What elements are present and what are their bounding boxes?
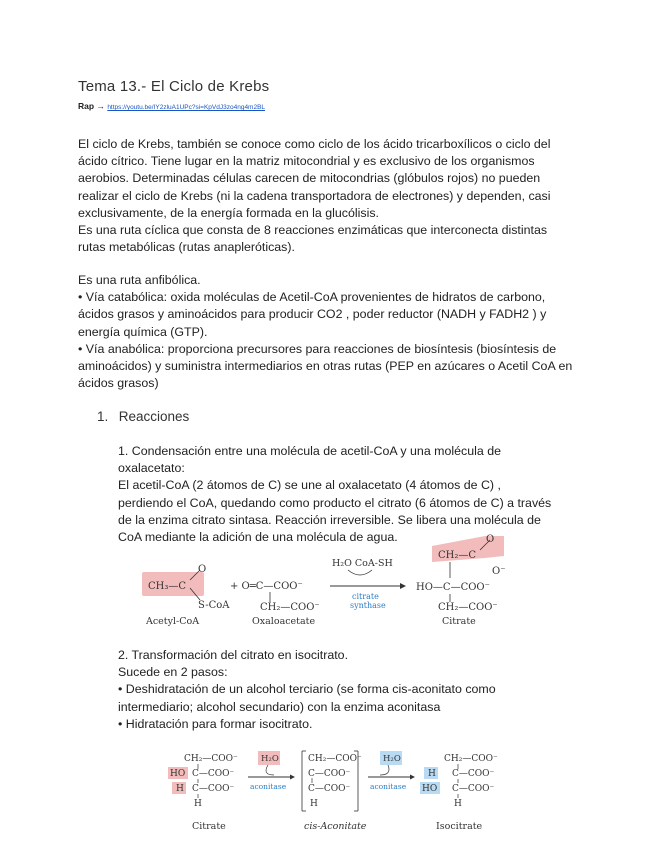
intro-paragraph: El ciclo de Krebs, también se conoce como ciclo de los ácido tricarboxílicos o ciclo del ácido cítrico. Tiene lugar en la matriz mitocondrial y es exclusivo de los organismos aerobios. Determinadas células carecen de mitocondrias (glóbulos rojos) no pueden realizar el ciclo de Krebs (ni la cadena transportadora de electrones) y dependen, casi exclusivamente, de la energía formada en la glucólisis. (78, 137, 551, 220)
svg-text:C—COO⁻: C—COO⁻ (192, 784, 235, 794)
citrate-label: Citrate (442, 616, 476, 627)
reaction2-text (118, 647, 558, 733)
svg-text:C—COO⁻: C—COO⁻ (192, 769, 235, 779)
oxaloacetate-label: Oxaloacetate (252, 616, 316, 627)
svg-text:HO: HO (170, 769, 186, 779)
svg-text:+ O═C—COO⁻: + O═C—COO⁻ (230, 581, 303, 592)
svg-text:H: H (194, 799, 202, 809)
arrow-right-icon-2 (410, 775, 415, 780)
svg-text:aconitase: aconitase (250, 782, 287, 791)
svg-text:C—COO⁻: C—COO⁻ (452, 769, 495, 779)
svg-text:C—COO⁻: C—COO⁻ (452, 784, 495, 794)
section-title: Reacciones (118, 409, 190, 424)
arrow-right-icon (290, 775, 295, 780)
rap-line (78, 101, 265, 111)
svg-text:H₂O: H₂O (261, 754, 279, 764)
cis-aconitate-label: cis-Aconitate (304, 821, 367, 832)
page-title: Tema 13.- El Ciclo de Krebs (78, 78, 270, 95)
svg-text:CH₂—COO⁻: CH₂—COO⁻ (308, 754, 362, 764)
svg-text:O⁻: O⁻ (492, 566, 506, 577)
section-heading (97, 409, 189, 424)
svg-text:CH₂—C: CH₂—C (438, 550, 477, 561)
reaction-arrow-icon (400, 583, 406, 589)
svg-text:H: H (310, 799, 318, 809)
via-catabolica: • Vía catabólica: oxida moléculas de Acetil-CoA provenientes de hidratos de carbono, ácidos grasos y aminoácidos para producir CO2 , poder reductor (NADH y FADH2 ) y energía química (GTP). (78, 290, 547, 339)
svg-text:CH₂—COO⁻: CH₂—COO⁻ (260, 602, 320, 613)
aconitase-diagram (162, 745, 522, 837)
svg-text:H₂O: H₂O (383, 754, 401, 764)
svg-text:CH₂—COO⁻: CH₂—COO⁻ (184, 754, 238, 764)
reaction1-body: El acetil-CoA (2 átomos de C) se une al oxalacetato (4 átomos de C) , perdiendo el CoA, quedando como producto el citrato (6 átomos de C) a través de la enzima citrato sintasa. Reacción irreversible. Se libera una molécula de CoA mediante la adición de una molécula de agua. (118, 478, 552, 545)
via-anabolica: • Vía anabólica: proporciona precursores para reacciones de biosíntesis (biosíntesis de aminoácidos) y suministra intermediarios en otras rutas (PEP en azúcares o Acetil CoA en ácidos grasos) (78, 341, 573, 391)
svg-text:synthase: synthase (350, 601, 386, 610)
rap-link[interactable]: https://youtu.be/IY2zluA1UPc?si=KpVdJ3zo4ng4m2BL (107, 104, 266, 111)
intro-section (78, 136, 578, 256)
reaction1-heading: 1. Condensación entre una molécula de acetil-CoA y una molécula de oxalacetato: (118, 444, 501, 476)
svg-text:citrate: citrate (352, 592, 379, 601)
arrow-icon: → (96, 101, 105, 111)
svg-text:HO: HO (422, 784, 438, 794)
svg-text:H₂O CoA-SH: H₂O CoA-SH (332, 558, 393, 569)
section-number: 1. (97, 409, 109, 424)
reaction2-heading: 2. Transformación del citrato en isocitrato. (118, 648, 349, 662)
reaction2-step1: • Deshidratación de un alcohol terciario (se forma cis-aconitato como intermediario; alcohol secundario) con la enzima aconitasa (118, 682, 496, 714)
svg-text:H: H (454, 799, 462, 809)
anfibolica-section (78, 272, 578, 392)
reaction2-step2: • Hidratación para formar isocitrato. (118, 716, 313, 731)
anfibolica-heading: Es una ruta anfibólica. (78, 273, 201, 287)
svg-text:S-CoA: S-CoA (198, 600, 230, 611)
svg-text:CH₃—C: CH₃—C (148, 581, 187, 592)
svg-text:O: O (198, 564, 207, 575)
reaction2-steps-intro: Sucede en 2 pasos: (118, 665, 228, 680)
citrate-synthase-diagram (120, 528, 520, 628)
isocitrate-label: Isocitrate (436, 821, 483, 832)
citrate2-label: Citrate (192, 821, 226, 832)
svg-text:aconitase: aconitase (370, 782, 407, 791)
svg-text:CH₂—COO⁻: CH₂—COO⁻ (444, 754, 498, 764)
svg-text:CH₂—COO⁻: CH₂—COO⁻ (438, 602, 498, 613)
acetyl-coa-label: Acetyl-CoA (146, 616, 200, 627)
rap-label: Rap (78, 101, 95, 111)
svg-text:C—COO⁻: C—COO⁻ (308, 769, 351, 779)
svg-text:H: H (428, 769, 436, 779)
svg-text:O: O (486, 534, 495, 545)
svg-text:H: H (176, 784, 184, 794)
intro-paragraph-2: Es una ruta cíclica que consta de 8 reacciones enzimáticas que interconecta distintas rutas metabólicas (rutas anapleróticas). (78, 223, 548, 255)
svg-text:C—COO⁻: C—COO⁻ (308, 784, 351, 794)
svg-text:HO—C—COO⁻: HO—C—COO⁻ (416, 582, 490, 593)
